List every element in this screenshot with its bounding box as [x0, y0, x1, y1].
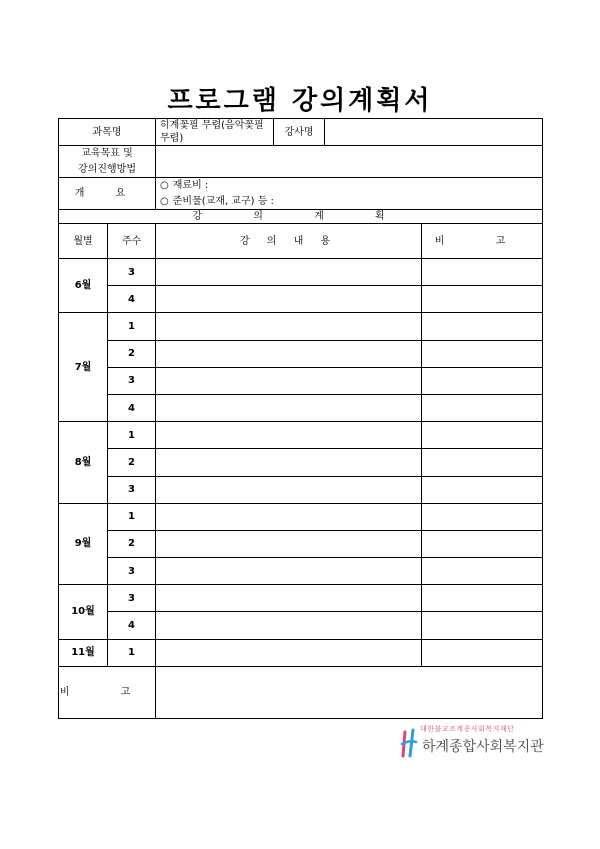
note-cell[interactable] — [422, 585, 543, 612]
lecture-content-cell[interactable] — [156, 340, 422, 367]
week-cell: 3 — [108, 259, 156, 286]
overview-label: 개 요 — [59, 178, 156, 210]
plan-section-header: 강 의 계 획 — [59, 210, 543, 224]
lecture-content-cell[interactable] — [156, 367, 422, 394]
subject-label: 과목명 — [59, 119, 156, 146]
month-cell: 11월 — [59, 639, 108, 666]
note-cell[interactable] — [422, 340, 543, 367]
schedule-row — [59, 340, 543, 367]
note-cell[interactable] — [422, 313, 543, 340]
week-cell: 2 — [108, 449, 156, 476]
week-cell: 4 — [108, 394, 156, 421]
month-column-header: 월별 — [59, 224, 108, 259]
note-cell[interactable] — [422, 503, 543, 530]
note-column-header: 비 고 — [422, 224, 543, 259]
center-name: 하계종합사회복지관 — [422, 739, 544, 755]
month-cell: 6월 — [59, 259, 108, 313]
note-cell[interactable] — [422, 530, 543, 557]
note-cell[interactable] — [422, 639, 543, 666]
lecture-content-cell[interactable] — [156, 503, 422, 530]
lecture-content-cell[interactable] — [156, 313, 422, 340]
lecture-content-cell[interactable] — [156, 476, 422, 503]
instructor-label: 강사명 — [274, 119, 325, 146]
schedule-row — [59, 476, 543, 503]
lecture-content-cell[interactable] — [156, 449, 422, 476]
lecture-content-cell[interactable] — [156, 530, 422, 557]
goal-value[interactable] — [156, 146, 543, 178]
month-cell: 9월 — [59, 503, 108, 585]
lecture-content-cell[interactable] — [156, 394, 422, 421]
lecture-content-cell[interactable] — [156, 612, 422, 639]
week-cell: 3 — [108, 367, 156, 394]
note-cell[interactable] — [422, 476, 543, 503]
overview-value[interactable] — [156, 178, 543, 210]
foundation-name: 대한불교조계종사회복지재단 — [420, 725, 515, 733]
week-cell: 4 — [108, 612, 156, 639]
schedule-row — [59, 367, 543, 394]
schedule-row — [59, 259, 543, 286]
schedule-row — [59, 394, 543, 421]
content-column-header: 강 의 내 용 — [156, 224, 422, 259]
subject-value[interactable]: 히계꽃필 무렵(음악꽃필 무렵) — [156, 119, 274, 146]
schedule-row — [59, 286, 543, 313]
week-cell: 1 — [108, 313, 156, 340]
month-cell: 10월 — [59, 585, 108, 639]
circle-bullet-icon: ○ — [160, 196, 169, 207]
overview-item-supplies: ○ 준비물(교재, 교구) 등 : — [160, 196, 274, 207]
lecture-content-cell[interactable] — [156, 585, 422, 612]
schedule-row — [59, 503, 543, 530]
note-cell[interactable] — [422, 367, 543, 394]
week-cell: 2 — [108, 340, 156, 367]
week-cell: 1 — [108, 422, 156, 449]
schedule-row — [59, 612, 543, 639]
note-cell[interactable] — [422, 558, 543, 585]
note-cell[interactable] — [422, 422, 543, 449]
instructor-value[interactable] — [325, 119, 543, 146]
week-cell: 3 — [108, 558, 156, 585]
note-cell[interactable] — [422, 449, 543, 476]
goal-label-line2: 강의진행방법 — [78, 164, 136, 175]
remarks-value[interactable] — [156, 666, 543, 718]
note-cell[interactable] — [422, 286, 543, 313]
week-cell: 1 — [108, 503, 156, 530]
lecture-content-cell[interactable] — [156, 422, 422, 449]
note-cell[interactable] — [422, 612, 543, 639]
organization-logo — [400, 724, 550, 760]
month-cell: 7월 — [59, 313, 108, 422]
schedule-row — [59, 530, 543, 557]
week-cell: 3 — [108, 585, 156, 612]
lecture-content-cell[interactable] — [156, 286, 422, 313]
lecture-content-cell[interactable] — [156, 558, 422, 585]
schedule-row — [59, 313, 543, 340]
week-cell: 3 — [108, 476, 156, 503]
document-title: 프로그램 강의계획서 — [167, 86, 433, 116]
note-cell[interactable] — [422, 259, 543, 286]
schedule-row — [59, 585, 543, 612]
week-cell: 4 — [108, 286, 156, 313]
overview-item-materials: ○ 재료비 : — [160, 180, 209, 191]
week-cell: 1 — [108, 639, 156, 666]
circle-bullet-icon: ○ — [160, 180, 169, 191]
goal-label-line1: 교육목표 및 — [81, 148, 133, 159]
week-column-header: 주수 — [108, 224, 156, 259]
week-cell: 2 — [108, 530, 156, 557]
remarks-label: 비 고 — [59, 666, 156, 718]
schedule-row — [59, 639, 543, 666]
goal-label — [59, 146, 156, 178]
lecture-plan-table — [58, 118, 543, 719]
month-cell: 8월 — [59, 422, 108, 504]
lecture-content-cell[interactable] — [156, 259, 422, 286]
schedule-row — [59, 449, 543, 476]
schedule-row — [59, 422, 543, 449]
note-cell[interactable] — [422, 394, 543, 421]
logo-mark-icon — [400, 728, 420, 758]
lecture-content-cell[interactable] — [156, 639, 422, 666]
schedule-row — [59, 558, 543, 585]
